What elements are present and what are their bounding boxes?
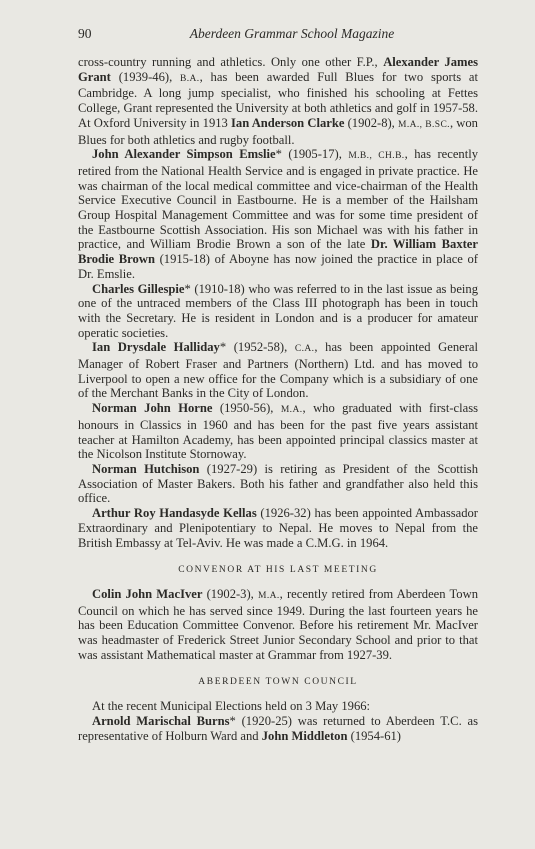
text-run: * (1905-17), (275, 147, 349, 162)
text-run: , who graduated with first-class honours in Classics in 1960 and has been for the past five years assistant teacher at Hamilton Academy, has been appointed principal classics master at the Nicolson Institute Stornoway. (78, 401, 478, 462)
degree-abbrev: M.A., B.SC. (398, 119, 450, 130)
text-run: * (1952-58), (219, 340, 295, 355)
paragraph-p0 (78, 55, 478, 147)
article-body (78, 55, 478, 743)
text-run: (1915-18) of Aboyne has now joined the practice in place of Dr. Emslie. (78, 252, 478, 281)
page-header (78, 26, 478, 46)
degree-abbrev: C.A. (294, 344, 315, 355)
degree-abbrev: B.A. (180, 73, 200, 84)
person-name: Ian Anderson Clarke (231, 115, 345, 130)
degree-abbrev: M.A. (257, 590, 280, 601)
text-run: , recently retired from Aberdeen Town Council on which he has served since 1949. During the last fourteen years he has been Education Committee Convenor. Before his retirement Mr. MacIver was headmaster of Frederick Street Junior Secondary School and prior to that was assistant Mathematical master at Grammar from 1927-39. (78, 586, 478, 662)
text-run: , has been awarded Full Blues for two sports at Cambridge. A long jump specialist, who finished his schooling at Fettes College, Grant represented the University at both athletics and golf in 1957-58. At Oxford University in 1913 (78, 69, 478, 130)
paragraph-list (78, 55, 478, 550)
person-name: Charles Gillespie (92, 281, 185, 296)
paragraph-p3 (78, 340, 478, 401)
person-name: Ian Drysdale Halliday (92, 340, 220, 355)
running-title: Aberdeen Grammar School Magazine (189, 26, 395, 41)
person-name: Arthur Roy Handasyde Kellas (92, 506, 257, 521)
section-heading-convenor: CONVENOR AT HIS LAST MEETING (178, 565, 378, 576)
person-name: Alexander James Grant (78, 55, 478, 84)
text-run: , has recently retired from the National Health Service and is engaged in private practice. He was chairman of the local medical committee and vice-chairman of the Health Service Executive Council in Eastbourne. He is a member of the Hailsham Group Hospital Management Committee and was for some time president of the Eastbourne Scottish Association. His son Michael was with his father in practice, and William Brodie Brown a son of the late (78, 147, 478, 252)
person-name: Norman Hutchison (92, 461, 200, 476)
text-run: (1902-3), (202, 586, 258, 601)
paragraph-p2 (78, 282, 478, 341)
person-name: Norman John Horne (92, 401, 213, 416)
paragraph-p1 (78, 147, 478, 281)
person-name: Dr. William Baxter Brodie Brown (78, 237, 478, 267)
section-heading-town-council: ABERDEEN TOWN COUNCIL (198, 677, 358, 688)
text-run: * (1910-18) who was referred to in the last issue as being one of the untraced members of the Class III photograph has been in touch with the Secretary. He is resident in London and is a producer for amateur operatic societies. (78, 281, 479, 340)
paragraph-p4 (78, 401, 478, 462)
paragraph-maciver (78, 587, 478, 663)
text-run: * (1920-25) was returned to Aberdeen T.C. as representative of Holburn Ward and (78, 713, 478, 743)
paragraph-elections-intro: At the recent Municipal Elections held on 3 May 1966: (92, 699, 371, 714)
text-run: (1902-8), (344, 115, 399, 130)
text-run: , has been appointed General Manager of Robert Fraser and Partners (Northern) Ltd. and has moved to Liverpool to open a new office for the Company which is a subsidiary of one of the Merchant Banks in the City of London. (78, 340, 478, 401)
text-run: (1926-32) has been appointed Ambassador Extraordinary and Plenipotentiary to Nepal. He moves to Nepal from the British Embassy at Tel-Aviv. He was made a C.M.G. in 1964. (78, 506, 478, 550)
text-run: (1954-61) (347, 728, 401, 743)
text-run: , won Blues for both athletics and rugby football. (78, 115, 478, 147)
paragraph-p6 (78, 506, 478, 550)
page-number: 90 (78, 26, 92, 41)
paragraph-p5 (78, 462, 478, 506)
text-run: (1950-56), (212, 401, 281, 416)
text-run: cross-country running and athletics. Only one other F.P., (78, 55, 384, 69)
person-name: John Alexander Simpson Emslie (92, 147, 276, 162)
paragraph-burns (78, 714, 478, 743)
person-name: John Middleton (261, 728, 348, 743)
degree-abbrev: M.A. (280, 405, 303, 416)
person-name: Colin John MacIver (92, 586, 203, 601)
degree-abbrev: M.B., CH.B. (348, 151, 405, 162)
text-run: (1927-29) is retiring as President of the Scottish Association of Master Bakers. Both his father and grandfather also held this office. (78, 461, 478, 506)
text-run: (1939-46), (110, 69, 181, 84)
person-name: Arnold Marischal Burns (92, 713, 230, 728)
